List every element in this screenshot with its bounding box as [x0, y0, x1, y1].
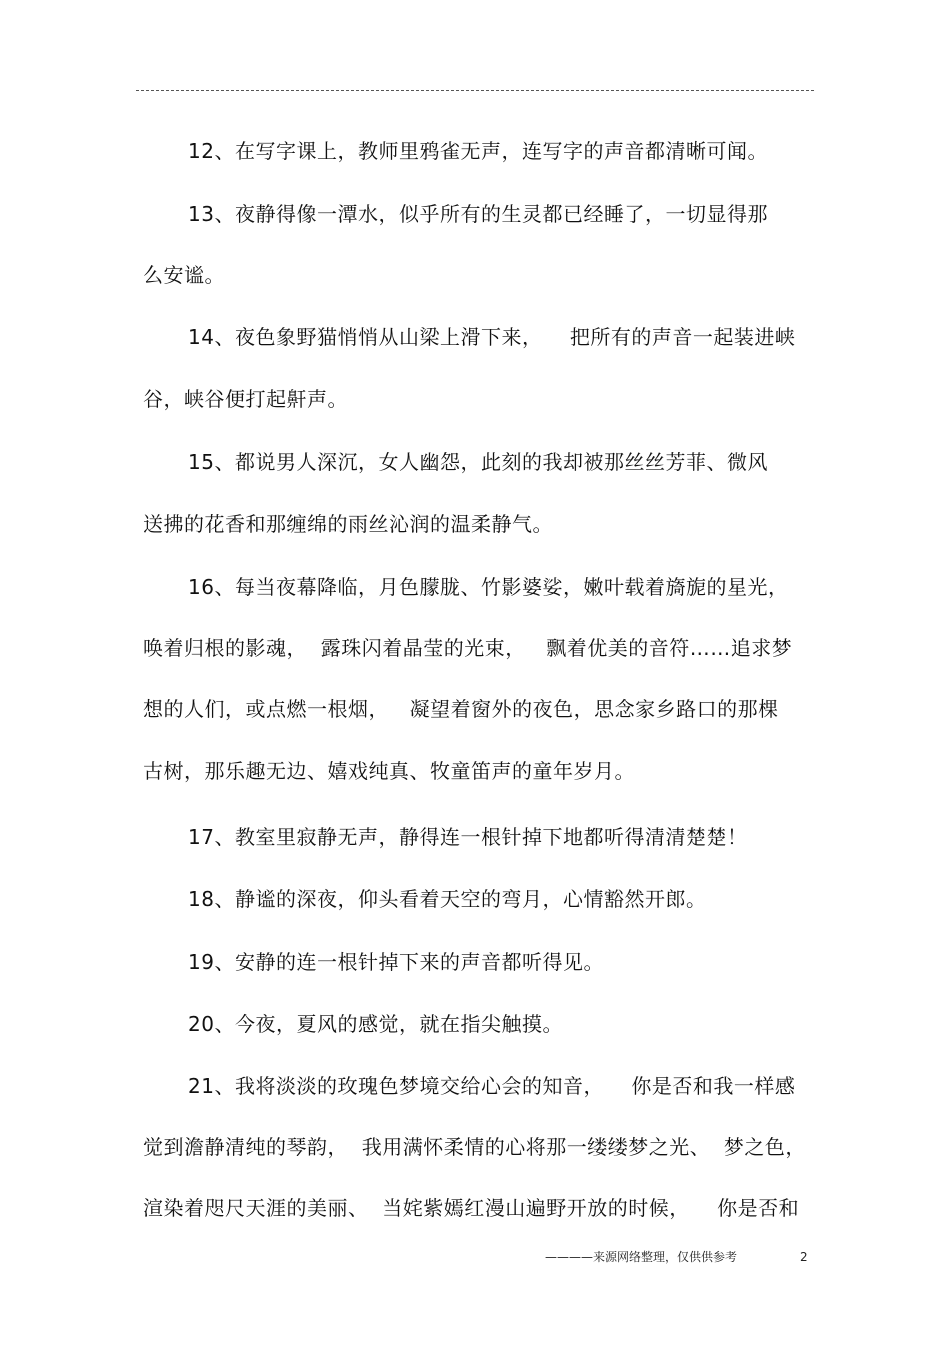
text-line: 18、静谧的深夜，仰头看着天空的弯月，心情豁然开郎。 — [188, 887, 707, 911]
text-line: 谷，峡谷便打起鼾声。 — [143, 387, 348, 411]
text-line: 古树，那乐趣无边、嬉戏纯真、牧童笛声的童年岁月。 — [143, 759, 635, 783]
text-line: 20、今夜，夏风的感觉，就在指尖触摸。 — [188, 1012, 563, 1036]
text-line: 唤着归根的影魂， 露珠闪着晶莹的光束， 飘着优美的音符……追求梦 — [143, 636, 793, 660]
text-line: 12、在写字课上，教师里鸦雀无声，连写字的声音都清晰可闻。 — [188, 139, 768, 163]
text-line: 16、每当夜幕降临，月色朦胧、竹影婆娑，嫩叶载着旖旎的星光， — [188, 575, 789, 599]
text-line: 觉到澹静清纯的琴韵， 我用满怀柔情的心将那一缕缕梦之光、 梦之色， — [143, 1135, 806, 1159]
page-number: 2 — [800, 1250, 808, 1264]
text-line: 21、我将淡淡的玫瑰色梦境交给心会的知音， 你是否和我一样感 — [188, 1074, 796, 1098]
text-line: 渲染着咫尺天涯的美丽、 当姹紫嫣红漫山遍野开放的时候， 你是否和 — [143, 1196, 800, 1220]
text-line: 想的人们，或点燃一根烟， 凝望着窗外的夜色，思念家乡路口的那棵 — [143, 697, 779, 721]
text-line: 19、安静的连一根针掉下来的声音都听得见。 — [188, 950, 604, 974]
text-line: 么安谧。 — [143, 263, 225, 287]
text-line: 送拂的花香和那缠绵的雨丝沁润的温柔静气。 — [143, 512, 553, 536]
footer-source-note: ————来源网络整理，仅供供参考 — [545, 1250, 738, 1264]
text-line: 15、都说男人深沉，女人幽怨，此刻的我却被那丝丝芳菲、微风 — [188, 450, 768, 474]
text-line: 14、夜色象野猫悄悄从山梁上滑下来， 把所有的声音一起装进峡 — [188, 325, 796, 349]
text-line: 13、夜静得像一潭水，似乎所有的生灵都已经睡了，一切显得那 — [188, 202, 768, 226]
text-line: 17、教室里寂静无声，静得连一根针掉下地都听得清清楚楚！ — [188, 825, 748, 849]
